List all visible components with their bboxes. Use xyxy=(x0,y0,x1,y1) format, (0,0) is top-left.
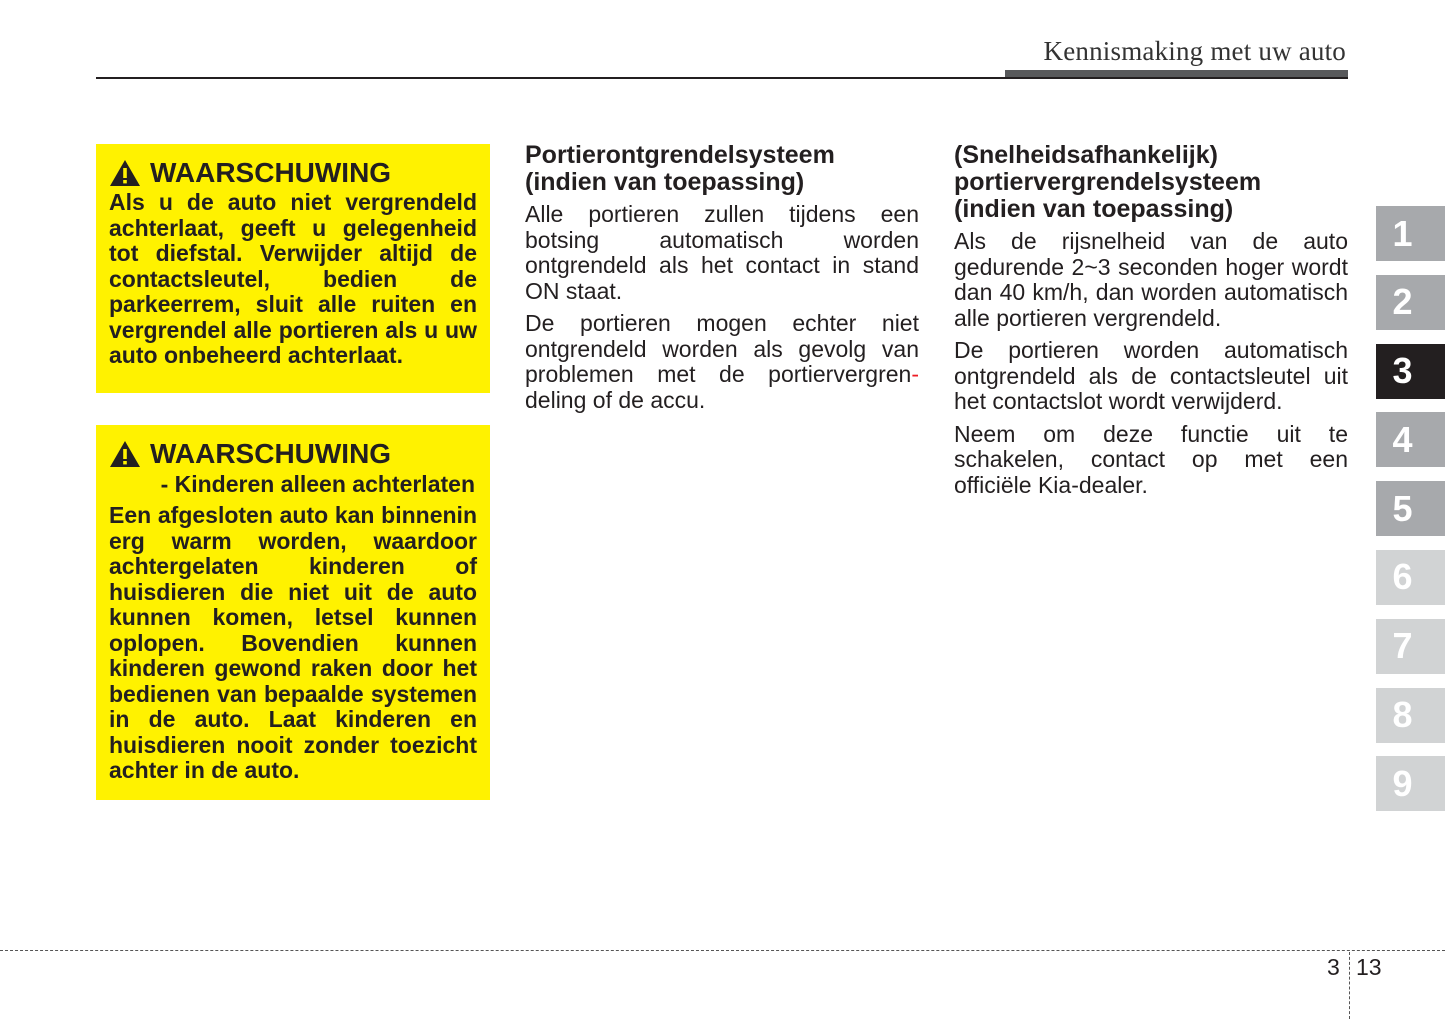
section-door-unlock xyxy=(525,142,919,420)
chapter-tab-8[interactable]: 8 xyxy=(1376,688,1445,743)
warning-body: Als u de auto niet vergrendeld achterlaat, geeft u gelegenheid tot diefstal. Verwijder altijd de contactsleutel, bedien de parkeerrem, sluit alle ruiten en vergrendel alle portieren als u uw auto onbeheerd achterlaat. xyxy=(109,189,477,368)
chapter-tab-1[interactable]: 1 xyxy=(1376,206,1445,261)
heading-line: (Snelheidsafhankelijk) xyxy=(954,141,1218,169)
footer-chapter-number: 3 xyxy=(1327,954,1340,980)
heading-line: (indien van toepassing) xyxy=(525,168,805,196)
heading-line: (indien van toepassing) xyxy=(954,195,1234,223)
warning-title: WAARSCHUWING xyxy=(150,157,392,188)
warning-heading xyxy=(109,437,477,471)
heading-line: portiervergrendelsysteem xyxy=(954,168,1262,196)
footer-page-number: 13 xyxy=(1356,954,1382,980)
warning-heading xyxy=(109,156,477,190)
chapter-tab-4[interactable]: 4 xyxy=(1376,412,1445,467)
warning-box-children xyxy=(96,425,490,800)
chapter-tab-3[interactable]: 3 xyxy=(1376,344,1445,399)
section-speed-lock xyxy=(954,142,1348,505)
chapter-tab-6[interactable]: 6 xyxy=(1376,550,1445,605)
warning-box-theft xyxy=(96,144,490,393)
section-heading xyxy=(954,142,1348,223)
paragraph xyxy=(525,311,919,413)
warning-title: WAARSCHUWING xyxy=(150,438,392,469)
warning-subtitle: - Kinderen alleen achterlaten xyxy=(160,471,475,497)
chapter-tab-5[interactable]: 5 xyxy=(1376,481,1445,536)
header-rule xyxy=(96,77,1348,79)
warning-triangle-icon xyxy=(109,159,141,187)
paragraph-text: deling of de accu. xyxy=(525,386,706,413)
footer-divider xyxy=(1349,952,1350,1019)
paragraph-text: De portieren mogen echter niet ontgrendeld worden als gevolg van problemen met de portiervergren xyxy=(525,310,919,387)
heading-line: Portierontgrendelsysteem xyxy=(525,141,835,169)
chapter-tab-9[interactable]: 9 xyxy=(1376,756,1445,811)
warning-body: Een afgesloten auto kan binnenin erg warm worden, waardoor achtergelaten kinderen of huisdieren die niet uit de auto kunnen komen, letsel kunnen oplopen. Bovendien kunnen kinderen gewond raken door het bedienen van bepaalde systemen in de auto. Laat kinderen en huisdieren nooit zonder toezicht achter in de auto. xyxy=(109,502,477,783)
running-header-title: Kennismaking met uw auto xyxy=(1043,36,1346,66)
chapter-tab-2[interactable]: 2 xyxy=(1376,275,1445,330)
paragraph: Als de rijsnelheid van de auto gedurende 2~3 seconden hoger wordt dan 40 km/h, dan worden automatisch alle portieren vergrendeld. xyxy=(954,228,1348,331)
chapter-tabs xyxy=(1376,206,1445,825)
hyphen: - xyxy=(911,361,919,387)
paragraph: Alle portieren zullen tijdens een botsing automatisch worden ontgrendeld als het contact in stand ON staat. xyxy=(525,201,919,304)
footer-rule xyxy=(0,950,1445,951)
warning-triangle-icon xyxy=(109,440,141,468)
chapter-tab-7[interactable]: 7 xyxy=(1376,619,1445,674)
paragraph: De portieren worden automatisch ontgrendeld als de contactsleutel uit het contactslot wordt verwijderd. xyxy=(954,337,1348,414)
paragraph: Neem om deze functie uit te schakelen, contact op met een officiële Kia-dealer. xyxy=(954,420,1348,498)
section-heading xyxy=(525,142,919,196)
